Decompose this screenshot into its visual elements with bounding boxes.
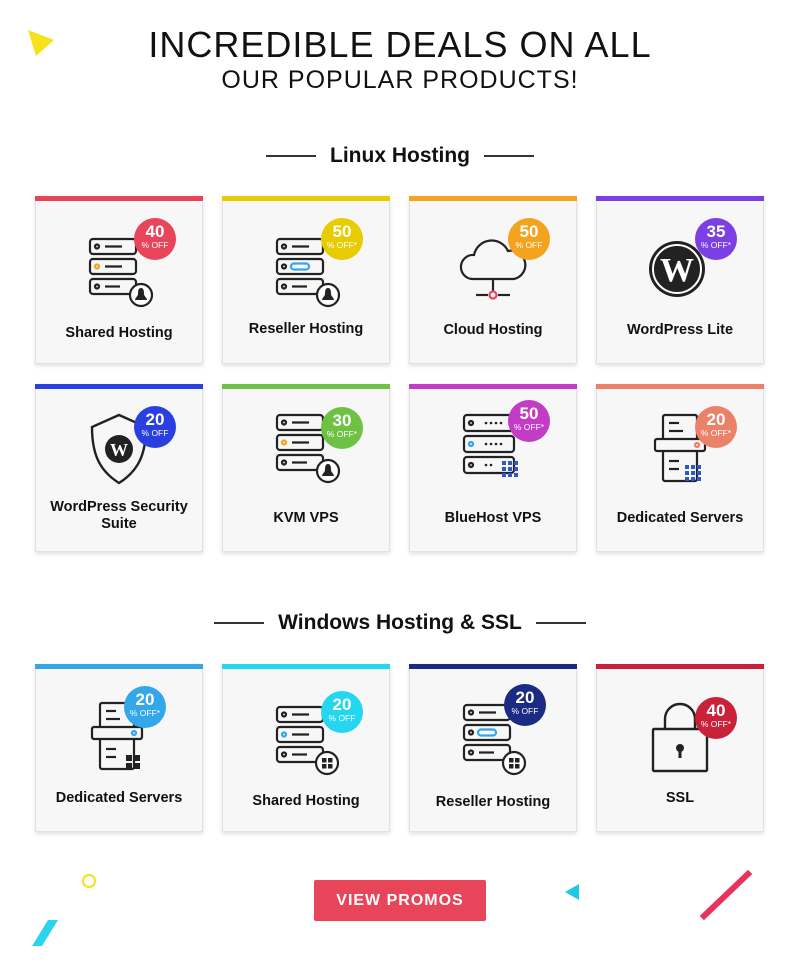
discount-off-label: % OFF*: [700, 719, 732, 729]
card-accent-bar: [35, 664, 203, 669]
svg-text:W: W: [660, 252, 694, 289]
card-windows-shared-hosting[interactable]: [222, 664, 390, 832]
card-windows-reseller-hosting[interactable]: [409, 664, 577, 832]
discount-percent: 50: [519, 404, 539, 423]
yellow-ring-decoration: [80, 872, 98, 890]
discount-percent: 35: [706, 222, 726, 241]
product-name: Reseller Hosting: [248, 321, 364, 337]
discount-badge: [695, 218, 737, 260]
discount-percent: 50: [519, 222, 539, 241]
card-shared-hosting[interactable]: [35, 196, 203, 364]
discount-percent: 20: [332, 695, 352, 714]
product-name: Dedicated Servers: [616, 510, 744, 526]
card-accent-bar: [222, 664, 390, 669]
card-windows-dedicated-servers[interactable]: [35, 664, 203, 832]
card-wordpress-lite[interactable]: [596, 196, 764, 364]
discount-percent: 40: [145, 222, 165, 241]
discount-badge: [321, 407, 363, 449]
cyan-triangle-decoration: [563, 882, 581, 902]
card-kvm-vps[interactable]: [222, 384, 390, 552]
svg-text:W: W: [110, 440, 128, 460]
discount-off-label: % OFF: [515, 240, 543, 250]
card-accent-bar: [222, 196, 390, 201]
product-name: SSL: [665, 790, 695, 806]
discount-off-label: % OFF*: [129, 708, 161, 718]
card-accent-bar: [222, 384, 390, 389]
product-name: WordPress Security Suite: [50, 499, 188, 532]
product-name: Cloud Hosting: [443, 322, 543, 338]
headline-line2: OUR POPULAR PRODUCTS!: [221, 66, 579, 94]
divider: [266, 155, 316, 157]
discount-percent: 50: [332, 222, 352, 241]
discount-badge: [504, 684, 546, 726]
divider: [484, 155, 534, 157]
section-label: Linux Hosting: [330, 144, 470, 167]
card-accent-bar: [596, 664, 764, 669]
card-wordpress-security-suite[interactable]: [35, 384, 203, 552]
discount-badge: [134, 218, 176, 260]
discount-badge: [321, 691, 363, 733]
card-reseller-hosting[interactable]: [222, 196, 390, 364]
view-promos-button[interactable]: VIEW PROMOS: [314, 880, 486, 921]
card-accent-bar: [596, 196, 764, 201]
product-name: WordPress Lite: [626, 322, 734, 338]
discount-off-label: % OFF: [141, 240, 169, 250]
product-name: Shared Hosting: [65, 325, 173, 341]
product-name: Shared Hosting: [252, 793, 360, 809]
discount-percent: 40: [706, 701, 726, 720]
windows-section-title: [0, 611, 800, 635]
discount-off-label: % OFF*: [326, 240, 358, 250]
discount-off-label: % OFF: [141, 428, 169, 438]
discount-off-label: % OFF: [328, 713, 356, 723]
discount-badge: [508, 400, 550, 442]
discount-percent: 20: [515, 688, 535, 707]
discount-percent: 20: [706, 410, 726, 429]
discount-off-label: % OFF*: [700, 428, 732, 438]
product-name: Reseller Hosting: [435, 794, 551, 810]
product-name: Dedicated Servers: [55, 790, 183, 806]
card-cloud-hosting[interactable]: [409, 196, 577, 364]
discount-off-label: % OFF: [511, 706, 539, 716]
discount-badge: [695, 406, 737, 448]
card-accent-bar: [409, 384, 577, 389]
card-accent-bar: [596, 384, 764, 389]
discount-badge: [508, 218, 550, 260]
card-bluehost-vps[interactable]: [409, 384, 577, 552]
pink-stripe-decoration: [698, 870, 754, 920]
divider: [214, 622, 264, 624]
card-accent-bar: [35, 196, 203, 201]
discount-off-label: % OFF*: [326, 429, 358, 439]
card-ssl[interactable]: [596, 664, 764, 832]
discount-percent: 20: [145, 410, 165, 429]
card-accent-bar: [409, 196, 577, 201]
cyan-stripe-decoration: [30, 918, 62, 948]
discount-badge: [124, 686, 166, 728]
card-accent-bar: [35, 384, 203, 389]
product-name: KVM VPS: [273, 510, 339, 526]
discount-off-label: % OFF*: [700, 240, 732, 250]
discount-badge: [134, 406, 176, 448]
linux-section-title: [0, 144, 800, 168]
product-name: BlueHost VPS: [444, 510, 542, 526]
discount-badge: [321, 218, 363, 260]
discount-badge: [695, 697, 737, 739]
headline-line1: INCREDIBLE DEALS ON ALL: [148, 24, 652, 65]
discount-off-label: % OFF*: [513, 422, 545, 432]
divider: [536, 622, 586, 624]
discount-percent: 30: [332, 411, 352, 430]
card-dedicated-servers[interactable]: [596, 384, 764, 552]
discount-percent: 20: [135, 690, 155, 709]
section-label: Windows Hosting & SSL: [278, 611, 522, 634]
card-accent-bar: [409, 664, 577, 669]
